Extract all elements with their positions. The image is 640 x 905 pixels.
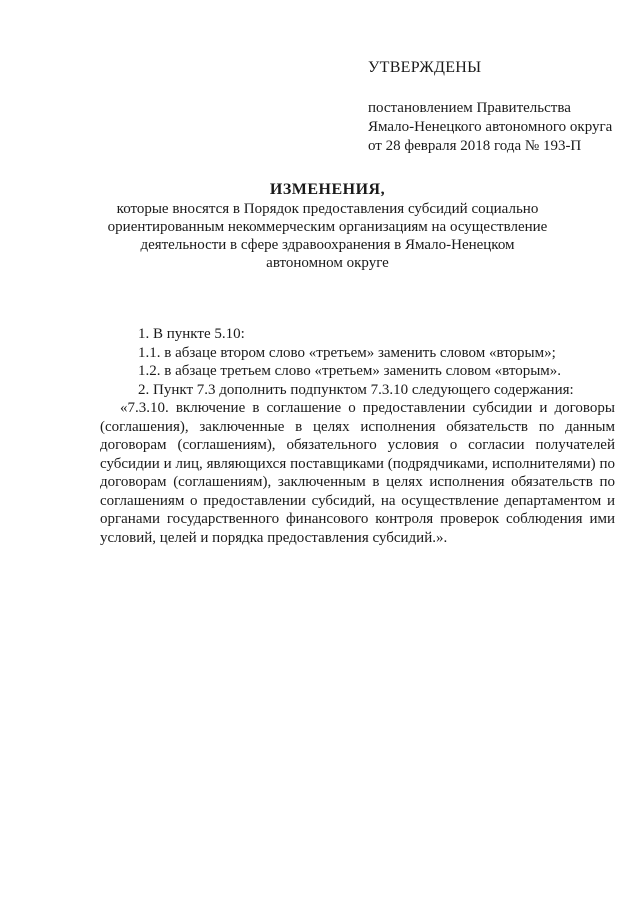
document-body [100,325,615,547]
quote-line: органами государственного финансового контроля проверок соблюдения ими [100,511,615,527]
approval-line-resolution: постановлением Правительства [368,100,571,116]
document-subtitle-line: автономном округе [266,255,389,271]
quoted-subclause [100,399,615,547]
quote-line: договорам (соглашениям), обязательного условия о согласии получателей [100,437,615,453]
quote-line: соглашениям о предоставлении субсидий, на осуществление департаментом и [100,492,615,509]
document-subtitle-line: деятельности в сфере здравоохранения в Ямало-Ненецком [140,237,515,253]
quote-line: «7.3.10. включение в соглашение о предоставлении субсидии и договоры [120,400,615,416]
amendment-item-2: 2. Пункт 7.3 дополнить подпунктом 7.3.10 следующего содержания: [138,381,574,398]
document-title: ИЗМЕНЕНИЯ, [269,181,386,198]
amendment-item-1-1: 1.1. в абзаце втором слово «третьем» заменить словом «вторым»; [138,344,556,361]
approval-line-region: Ямало-Ненецкого автономного округа [368,119,613,135]
amendment-item-1: 1. В пункте 5.10: [138,326,245,342]
quote-line: условий, целей и порядка предоставления субсидий.». [100,529,448,546]
document-subtitle-line: которые вносятся в Порядок предоставления субсидий социально [116,201,539,217]
quote-line: субсидии и лиц, являющихся поставщиками (подрядчиками, исполнителями) по [100,455,615,472]
amendment-item-1-2: 1.2. в абзаце третьем слово «третьем» заменить словом «вторым». [138,363,562,379]
approval-stamp-title: УТВЕРЖДЕНЫ [368,59,482,76]
quote-line: (соглашения), заключенные в целях исполнения обязательств по данным [100,418,615,435]
approval-line-date: от 28 февраля 2018 года № 193-П [368,138,582,154]
approval-block [368,58,630,156]
quote-line: договорам (соглашениям), заключенным в целях исполнения обязательств по [100,474,615,490]
document-heading [100,180,555,272]
document-subtitle-line: ориентированным некоммерческим организациям на осуществление [107,219,548,235]
